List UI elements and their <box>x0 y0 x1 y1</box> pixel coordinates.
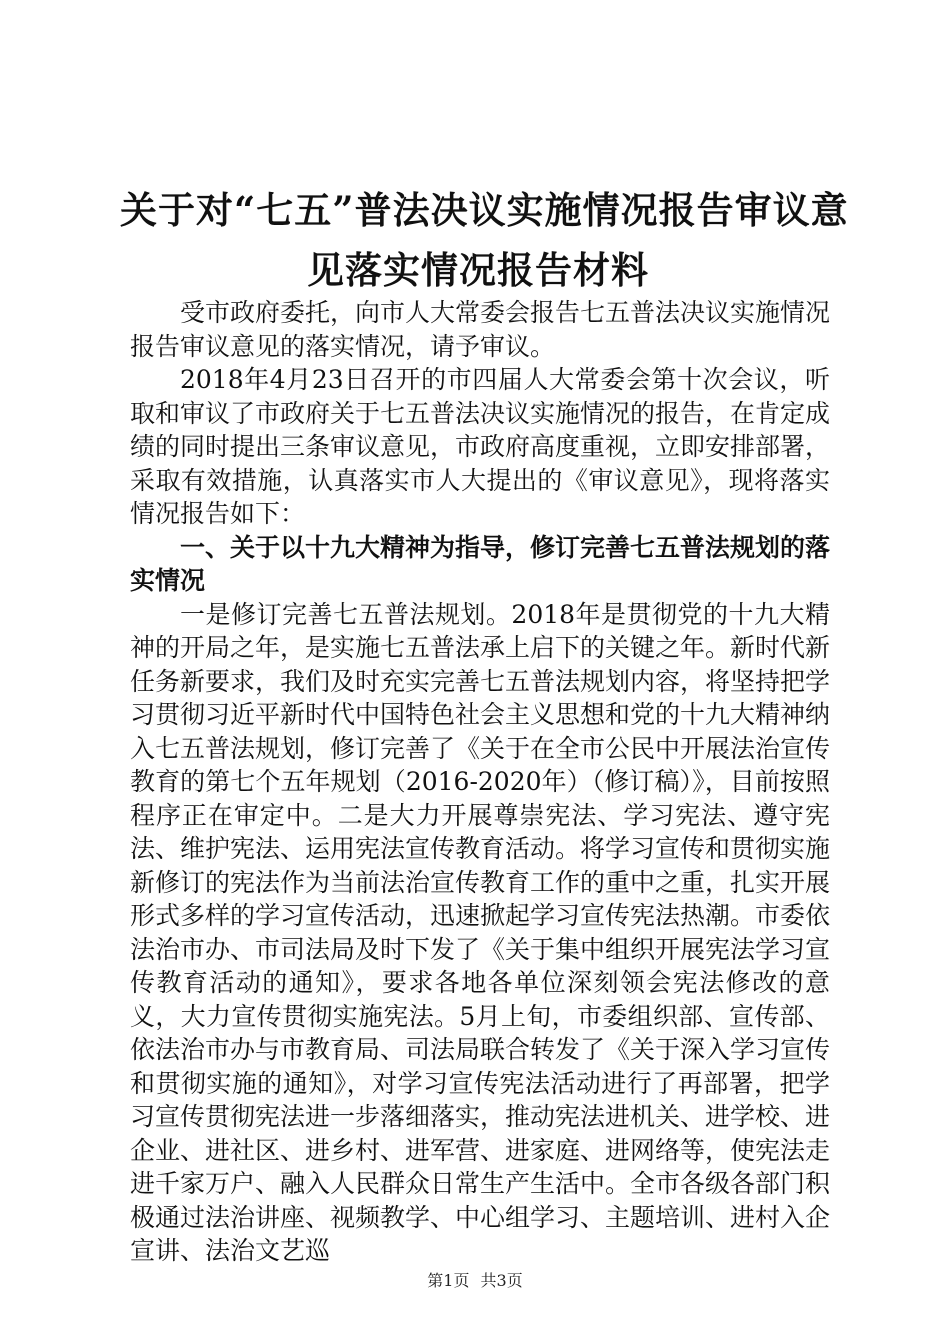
document-title-line-1: 关于对“七五”普法决议实施情况报告审议意 <box>120 188 849 232</box>
page-number: 第1页 <box>427 1271 470 1290</box>
intro-paragraph: 受市政府委托，向市人大常委会报告七五普法决议实施情况报告审议意见的落实情况，请予审议。 <box>130 298 831 361</box>
section-1-body: 一是修订完善七五普法规划。2018年是贯彻党的十九大精神的开局之年，是实施七五普法承上启下的关键之年。新时代新任务新要求，我们及时充实完善七五普法规划内容，将坚持把学习贯彻习近平新时代中国特色社会主义思想和党的十九大精神纳入七五普法规划，修订完善了《关于在全市公民中开展法治宣传教育的第七个五年规划（2016-2020年）（修订稿）》，目前按照程序正在审定中。二是大力开展尊崇宪法、学习宪法、遵守宪法、维护宪法、运用宪法宣传教育活动。将学习宣传和贯彻实施新修订的宪法作为当前法治宣传教育工作的重中之重，扎实开展形式多样的学习宣传活动，迅速掀起学习宣传宪法热潮。市委依法治市办、市司法局及时下发了《关于集中组织开展宪法学习宣传教育活动的通知》，要求各地各单位深刻领会宪法修改的意义，大力宣传贯彻实施宪法。5月上旬，市委组织部、宣传部、依法治市办与市教育局、司法局联合转发了《关于深入学习宣传和贯彻实施的通知》，对学习宣传宪法活动进行了再部署，把学习宣传贯彻宪法进一步落细落实，推动宪法进机关、进学校、进企业、进社区、进乡村、进军营、进家庭、进网络等，使宪法走进千家万户、融入人民群众日常生产生活中。全市各级各部门积极通过法治讲座、视频教学、中心组学习、主题培训、进村入企宣讲、法治文艺巡 <box>130 599 831 1265</box>
background-paragraph: 2018年4月23日召开的市四届人大常委会第十次会议，听取和审议了市政府关于七五普法决议实施情况的报告，在肯定成绩的同时提出三条审议意见，市政府高度重视，立即安排部署，采取有效措施，认真落实市人大提出的《审议意见》，现将落实情况报告如下： <box>130 365 831 528</box>
document-body <box>130 296 830 1268</box>
document-title-line-2: 见落实情况报告材料 <box>307 248 649 292</box>
section-1-heading: 一、关于以十九大精神为指导，修订完善七五普法规划的落实情况 <box>130 532 831 595</box>
page-footer <box>0 1270 950 1292</box>
page-total: 共3页 <box>480 1271 523 1290</box>
